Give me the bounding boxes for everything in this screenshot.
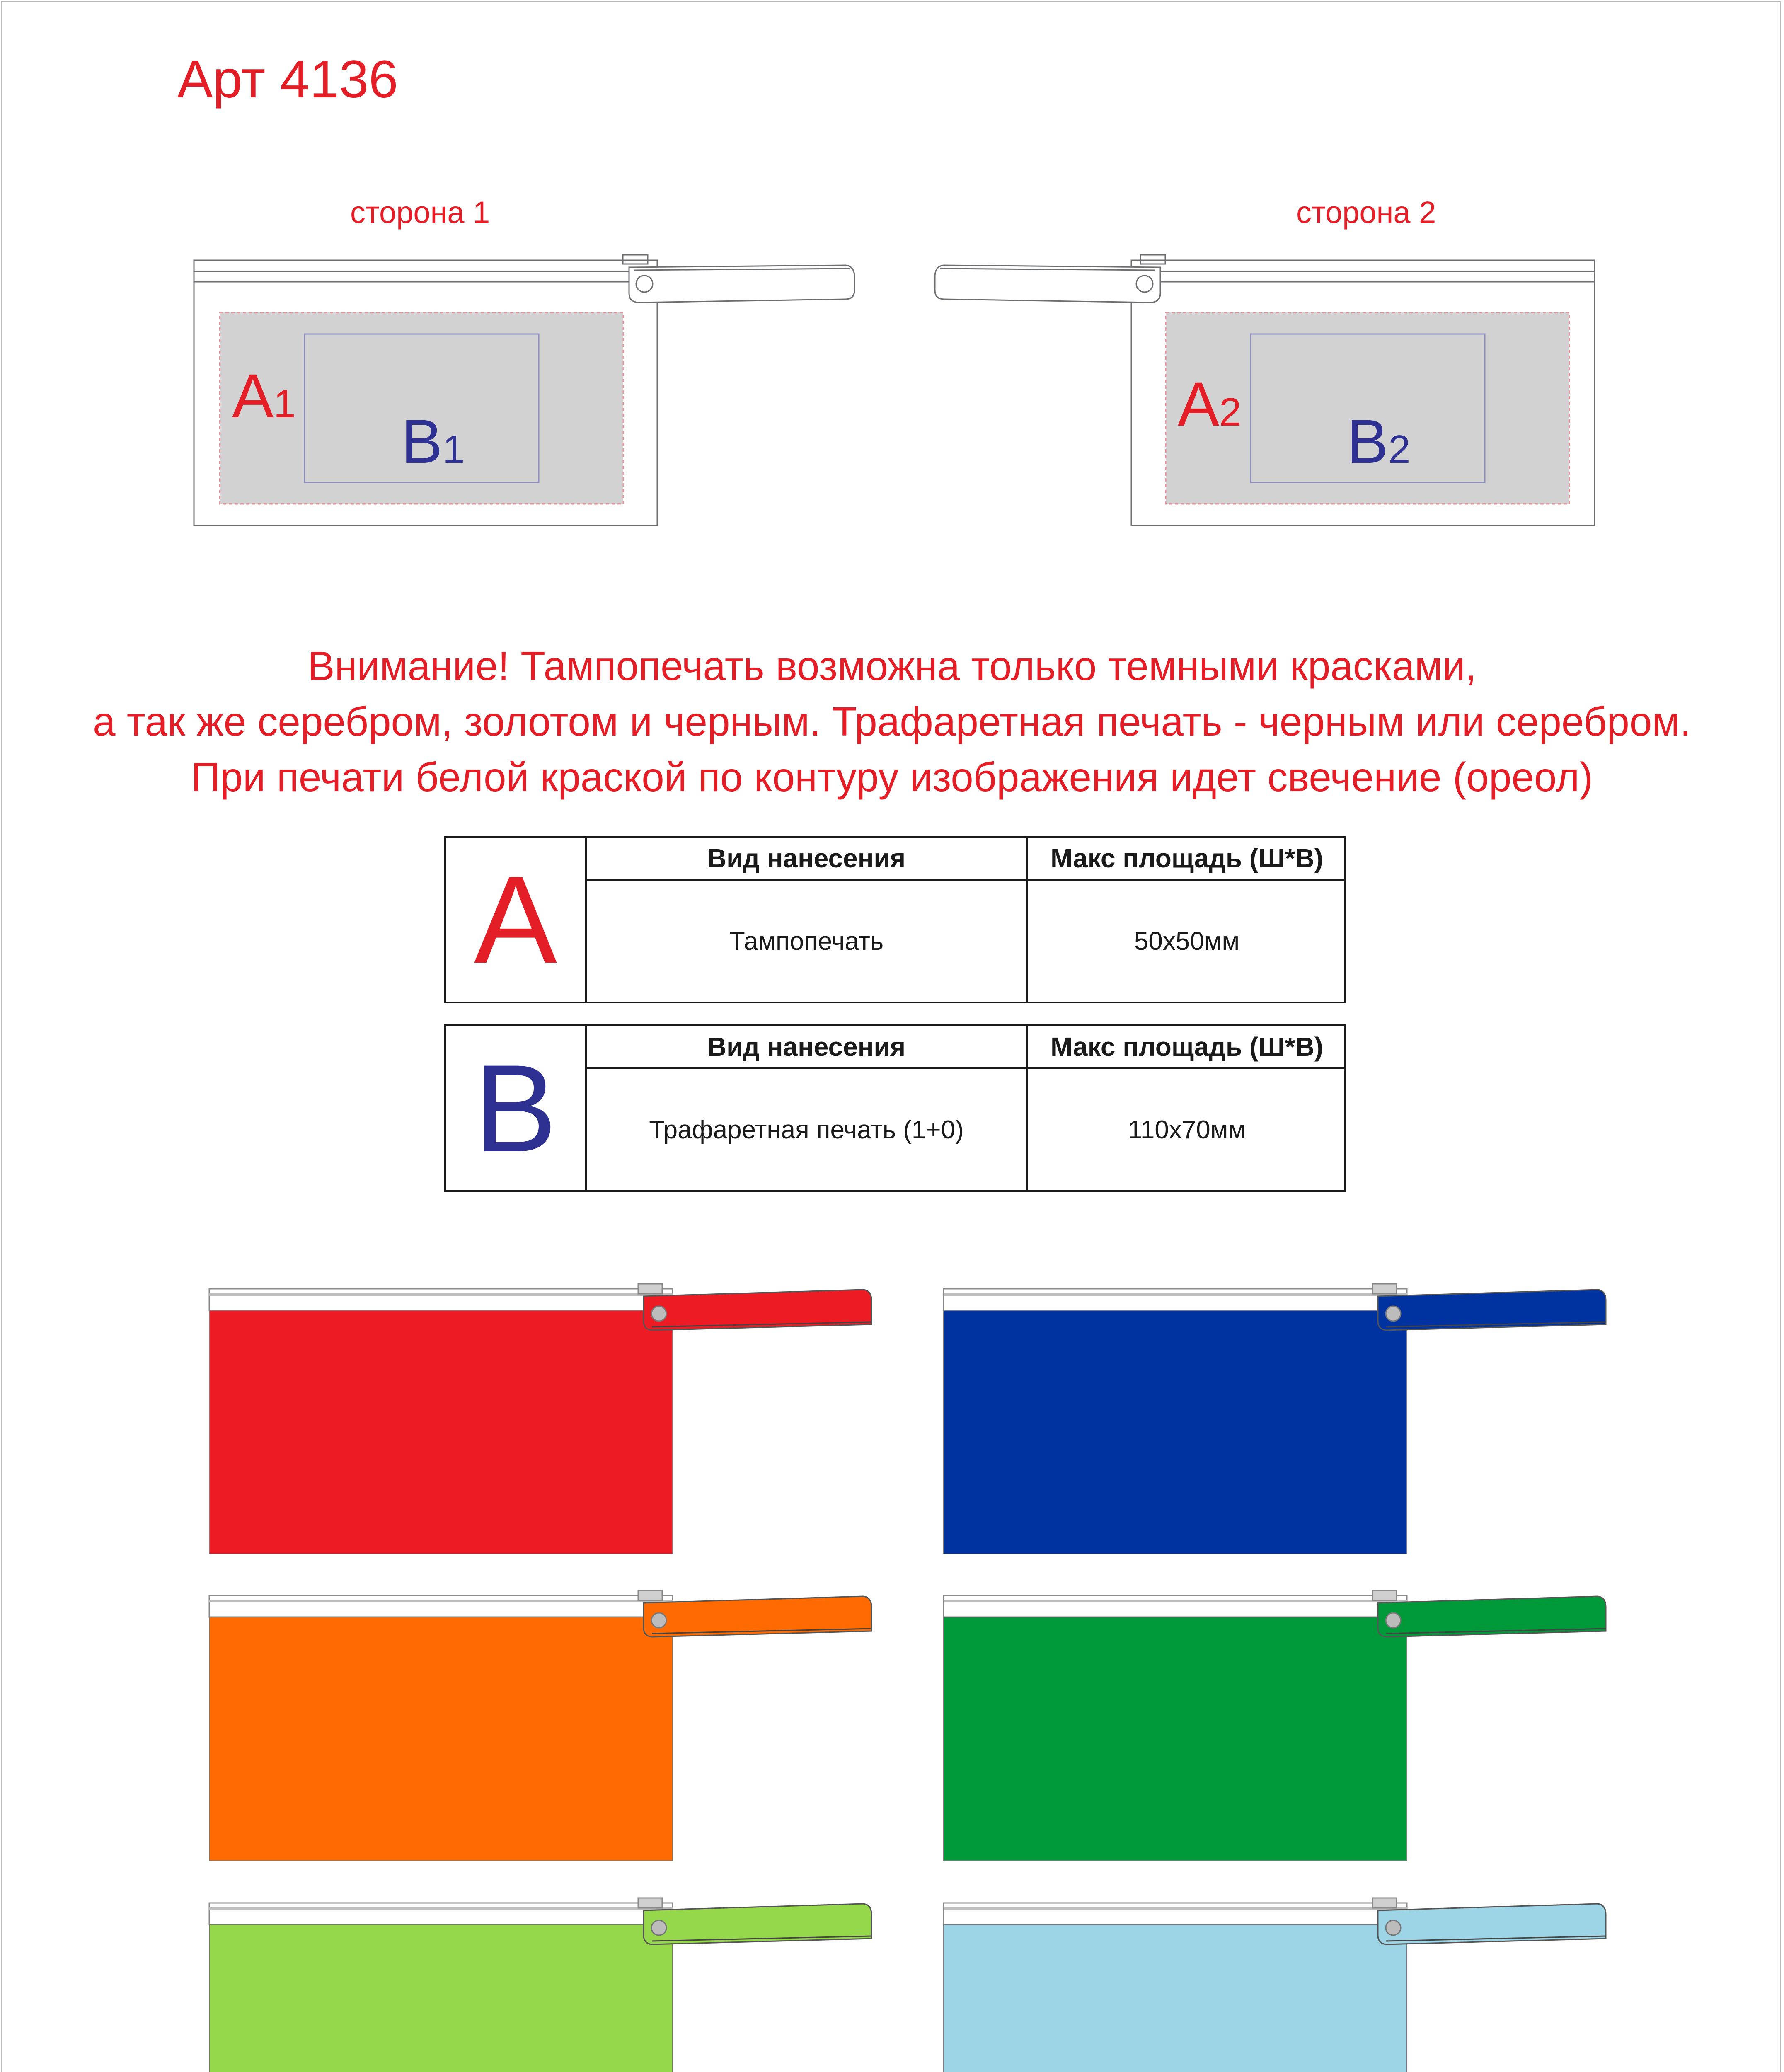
notice-line-3: При печати белой краской по контуру изображения идет свечение (ореол) xyxy=(191,754,1593,800)
spec-a-method: Тампопечать xyxy=(729,927,884,956)
zone-a2-label: A2 xyxy=(1178,369,1242,439)
spec-a-area-header: Макс площадь (Ш*В) xyxy=(1026,838,1346,881)
pouch-variant-6 xyxy=(944,1898,1606,2072)
pouch-variant-3 xyxy=(209,1590,871,1861)
side-1-label: сторона 1 xyxy=(350,195,490,230)
spec-a-method-header: Вид нанесения xyxy=(587,838,1026,881)
spec-b-letter: B xyxy=(446,1026,587,1190)
pouch-variant-4 xyxy=(944,1590,1606,1861)
article-title: Арт 4136 xyxy=(177,50,398,109)
spec-b-area-header: Макс площадь (Ш*В) xyxy=(1026,1026,1346,1069)
side-2-label: сторона 2 xyxy=(1296,195,1436,230)
pouch-variant-1 xyxy=(209,1284,871,1554)
zone-b1-label: B1 xyxy=(401,407,465,476)
spec-a-area: 50x50мм xyxy=(1026,881,1346,1002)
pouch-variant-5 xyxy=(209,1898,871,2072)
spec-b-area: 110x70мм xyxy=(1026,1069,1346,1190)
spec-a-letter: A xyxy=(446,838,587,1002)
notice-line-2: а так же серебром, золотом и черным. Трафаретная печать - черным или серебром. xyxy=(93,699,1691,744)
spec-b-method: Трафаретная печать (1+0) xyxy=(649,1115,964,1144)
spec-b-method-header: Вид нанесения xyxy=(587,1026,1026,1069)
zone-b2-label: B2 xyxy=(1347,407,1411,476)
notice-line-1: Внимание! Тампопечать возможна только темными красками, xyxy=(307,643,1477,689)
zone-a1-label: A1 xyxy=(232,361,296,431)
pouch-variant-2 xyxy=(944,1284,1606,1554)
